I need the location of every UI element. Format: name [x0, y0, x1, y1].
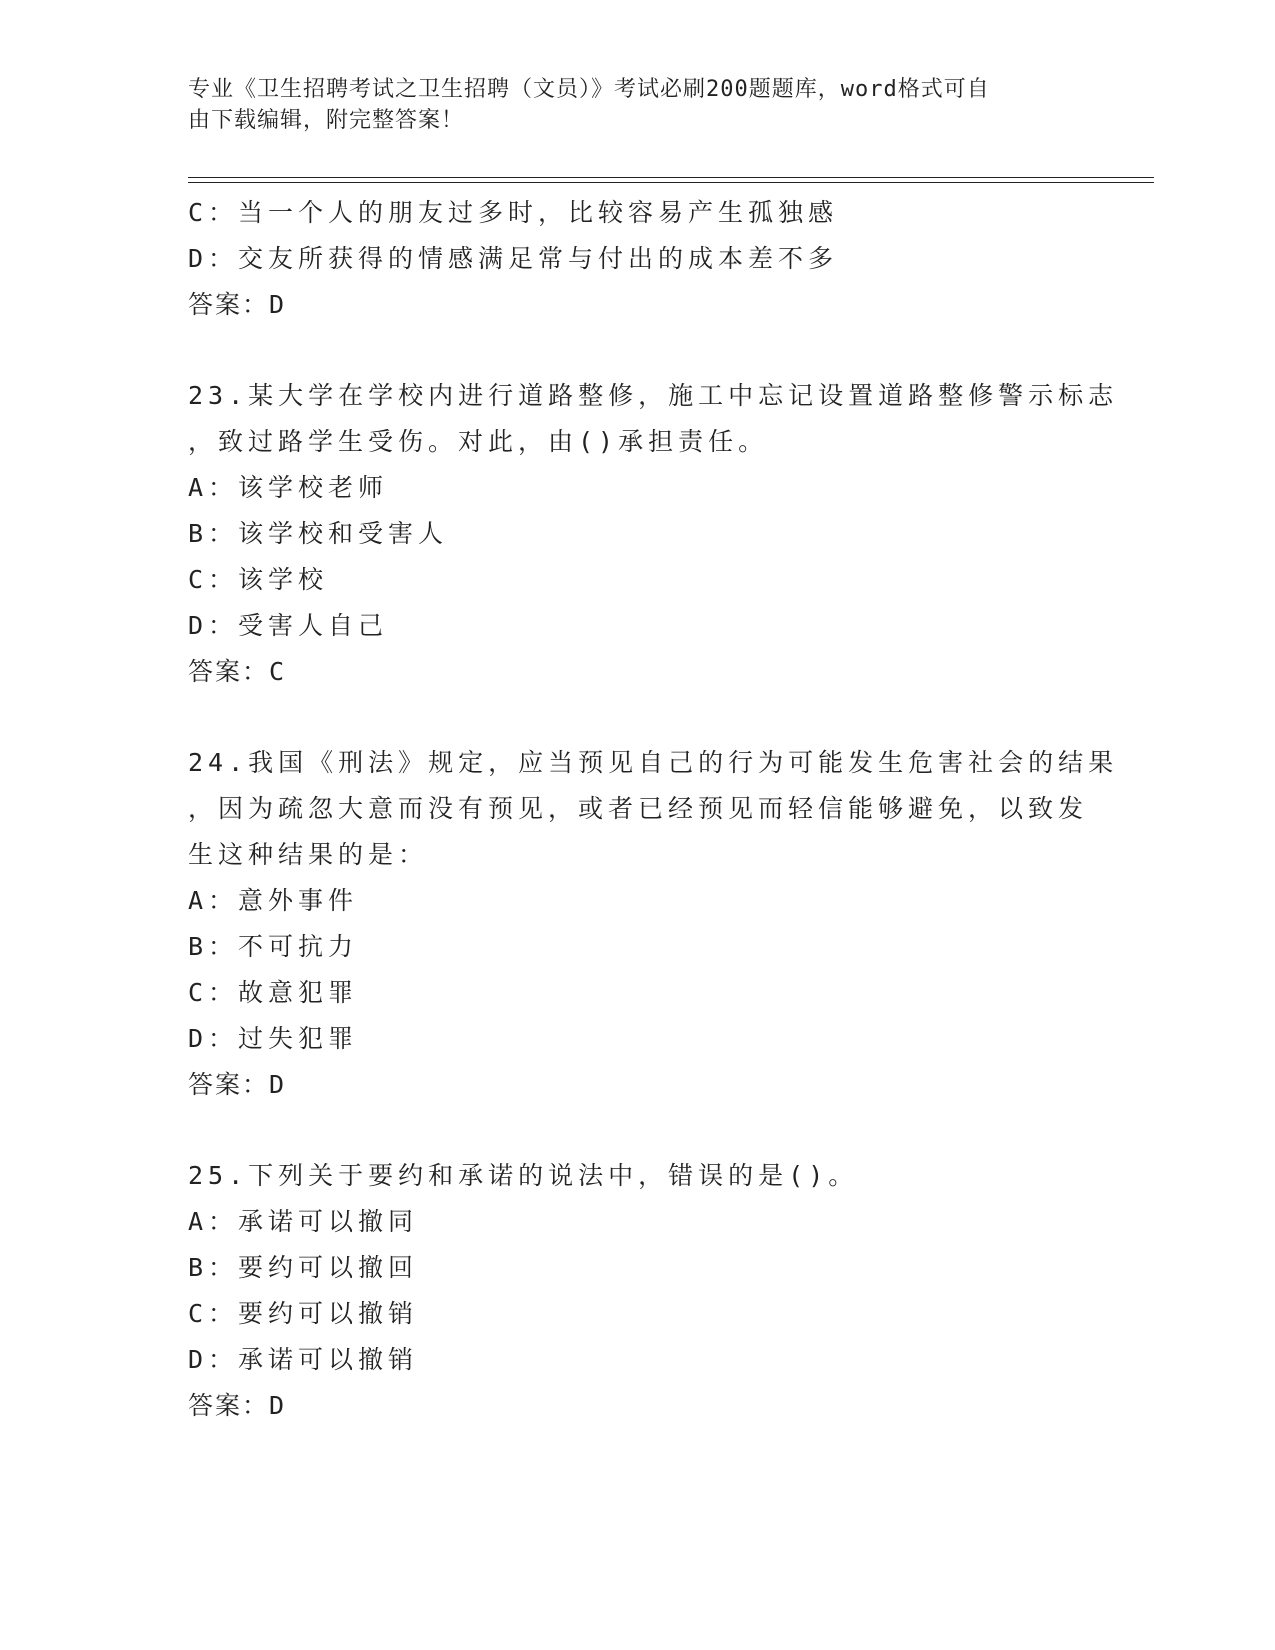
header-line-2: 由下载编辑，附完整答案！: [188, 108, 465, 133]
option-c: C：当一个人的朋友过多时，比较容易产生孤独感: [188, 198, 839, 227]
answer-line: 答案：C: [188, 657, 287, 686]
option-b: B：不可抗力: [188, 932, 359, 961]
question-stem-line: ，致过路学生受伤。对此，由()承担责任。: [188, 427, 769, 456]
option-d: D：交友所获得的情感满足常与付出的成本差不多: [188, 244, 839, 273]
header-divider-bottom: [188, 182, 1154, 183]
question-stem-line: 25.下列关于要约和承诺的说法中，错误的是()。: [188, 1161, 859, 1190]
question-list: [188, 190, 1119, 1429]
spacer: [188, 695, 1088, 740]
option-d: D：受害人自己: [188, 611, 389, 640]
question-block-25: [188, 1153, 1088, 1429]
question-stem-line: ，因为疏忽大意而没有预见，或者已经预见而轻信能够避免，以致发: [188, 794, 1089, 823]
question-stem-line: 24.我国《刑法》规定，应当预见自己的行为可能发生危害社会的结果: [188, 748, 1119, 777]
spacer: [188, 328, 1088, 373]
answer-line: 答案：D: [188, 1070, 287, 1099]
question-stem-line: 生这种结果的是：: [188, 840, 429, 869]
option-c: C：要约可以撤销: [188, 1299, 419, 1328]
question-block-prev: [188, 190, 1088, 328]
option-a: A：该学校老师: [188, 473, 389, 502]
option-b: B：要约可以撤回: [188, 1253, 419, 1282]
answer-line: 答案：D: [188, 290, 287, 319]
header-line-1: 专业《卫生招聘考试之卫生招聘（文员）》考试必刷200题题库，word格式可自: [188, 77, 990, 102]
option-a: A：意外事件: [188, 886, 359, 915]
option-a: A：承诺可以撤同: [188, 1207, 419, 1236]
option-d: D：承诺可以撤销: [188, 1345, 419, 1374]
spacer: [188, 1108, 1088, 1153]
option-c: C：该学校: [188, 565, 329, 594]
document-header: [188, 74, 1068, 136]
question-block-24: [188, 740, 1119, 1108]
option-c: C：故意犯罪: [188, 978, 359, 1007]
answer-line: 答案：D: [188, 1391, 287, 1420]
option-d: D：过失犯罪: [188, 1024, 359, 1053]
question-block-23: [188, 373, 1119, 695]
question-stem-line: 23.某大学在学校内进行道路整修，施工中忘记设置道路整修警示标志: [188, 381, 1119, 410]
header-divider-top: [188, 177, 1154, 178]
option-b: B：该学校和受害人: [188, 519, 449, 548]
